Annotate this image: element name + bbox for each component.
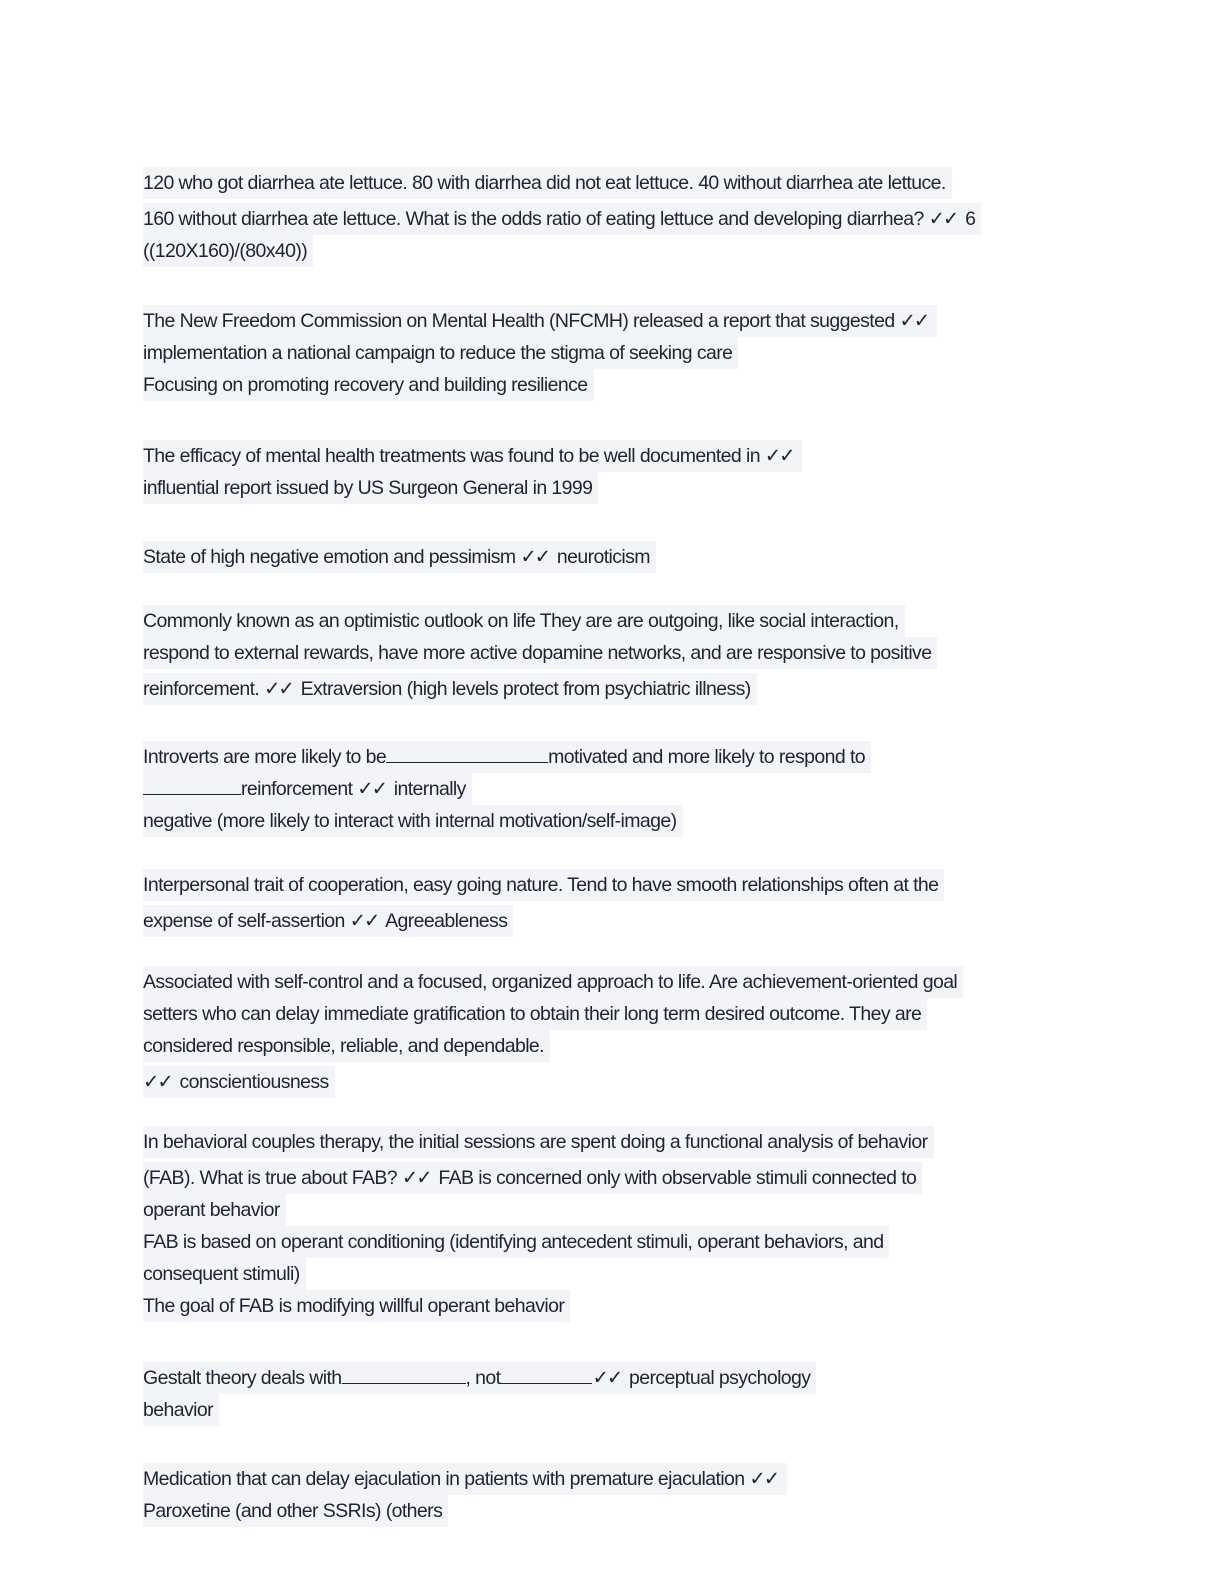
answer-text: The goal of FAB is modifying willful operant behavior (143, 1295, 565, 1317)
check-icon: ✓✓ (520, 545, 550, 568)
answer-text: 6 (965, 208, 976, 230)
answer-text: internally (393, 778, 466, 800)
question-text: Commonly known as an optimistic outlook on life They are are outgoing, like social interaction, (143, 610, 899, 632)
answer-text: Extraversion (high levels protect from psychiatric illness) (300, 678, 751, 700)
flashcard-7 (143, 869, 1073, 937)
answer-text: FAB is concerned only with observable stimuli connected to (438, 1167, 917, 1189)
answer-line (143, 1066, 335, 1098)
question-line (143, 637, 937, 669)
question-text: reinforcement (241, 778, 353, 800)
answer-text: FAB is based on operant conditioning (identifying antecedent stimuli, operant behaviors, and (143, 1231, 884, 1253)
answer-text: perceptual psychology (629, 1367, 811, 1389)
question-line (143, 966, 963, 998)
check-icon: ✓✓ (143, 1070, 172, 1093)
flashcard-5 (143, 605, 1073, 705)
answer-text: conscientiousness (179, 1071, 329, 1093)
flashcard-2 (143, 305, 1073, 401)
flashcard-8 (143, 966, 1073, 1098)
question-line (143, 773, 472, 805)
answer-line (143, 1258, 306, 1290)
question-text: setters who can delay immediate gratification to obtain their long term desired outcome. They are (143, 1003, 922, 1025)
answer-line (143, 1495, 448, 1527)
question-line (143, 203, 981, 235)
answer-line (143, 472, 598, 504)
question-line (143, 1162, 922, 1194)
check-icon: ✓✓ (264, 677, 293, 700)
answer-text: Paroxetine (and other SSRIs) (others (143, 1500, 443, 1522)
check-icon: ✓✓ (899, 309, 929, 332)
question-text: reinforcement. (143, 678, 260, 700)
flashcard-4 (143, 541, 1073, 573)
answer-line (143, 1394, 219, 1426)
question-text: motivated and more likely to respond to (548, 746, 866, 768)
question-text: The New Freedom Commission on Mental Health (NFCMH) released a report that suggested (143, 310, 895, 332)
question-line (143, 167, 952, 199)
answer-text: Focusing on promoting recovery and building resilience (143, 374, 588, 396)
question-text: 120 who got diarrhea ate lettuce. 80 with diarrhea did not eat lettuce. 40 without diarrhea ate lettuce. (143, 172, 946, 194)
answer-line (143, 1290, 570, 1322)
question-line (143, 998, 927, 1030)
question-line (143, 305, 937, 337)
answer-text: consequent stimuli) (143, 1263, 300, 1285)
question-text: State of high negative emotion and pessimism (143, 546, 516, 568)
flashcard-3 (143, 440, 1073, 504)
answer-text: negative (more likely to interact with internal motivation/self-image) (143, 810, 677, 832)
answer-text: operant behavior (143, 1199, 280, 1221)
answer-line (143, 805, 683, 837)
question-line (143, 673, 757, 705)
answer-text: implementation a national campaign to reduce the stigma of seeking care (143, 342, 733, 364)
answer-text: ((120X160)/(80x40)) (143, 240, 308, 262)
question-text: Medication that can delay ejaculation in patients with premature ejaculation (143, 1468, 745, 1490)
check-icon: ✓✓ (764, 444, 794, 467)
question-text: , not (465, 1367, 501, 1389)
question-text: considered responsible, reliable, and dependable. (143, 1035, 544, 1057)
answer-line (143, 1194, 286, 1226)
question-text: Gestalt theory deals with (143, 1367, 342, 1389)
question-line (143, 869, 944, 901)
check-icon: ✓✓ (928, 207, 958, 230)
answer-line (143, 369, 594, 401)
flashcard-6 (143, 741, 1073, 837)
question-text: Associated with self-control and a focused, organized approach to life. Are achievement-oriented goal (143, 971, 958, 993)
question-text: Interpersonal trait of cooperation, easy going nature. Tend to have smooth relationships often at the (143, 874, 939, 896)
question-text: expense of self-assertion (143, 910, 345, 932)
question-line (143, 541, 656, 573)
answer-line (143, 337, 738, 369)
fill-in-blank (386, 744, 548, 763)
fill-in-blank (500, 1365, 592, 1384)
question-line (143, 605, 905, 637)
question-line (143, 1362, 816, 1394)
check-icon: ✓✓ (357, 777, 386, 800)
answer-line (143, 235, 313, 267)
answer-text: neuroticism (556, 546, 650, 568)
question-text: Introverts are more likely to be (143, 746, 387, 768)
flashcard-10 (143, 1362, 1073, 1426)
answer-text: Agreeableness (385, 910, 508, 932)
question-line (143, 1030, 550, 1062)
flashcard-9 (143, 1126, 1073, 1322)
question-line (143, 1126, 934, 1158)
fill-in-blank (143, 776, 241, 795)
question-text: respond to external rewards, have more active dopamine networks, and are responsive to positive (143, 642, 932, 664)
flashcard-11 (143, 1463, 1073, 1527)
question-text: (FAB). What is true about FAB? (143, 1167, 398, 1189)
check-icon: ✓✓ (349, 909, 379, 932)
check-icon: ✓✓ (749, 1467, 779, 1490)
question-line (143, 905, 513, 937)
question-text: The efficacy of mental health treatments was found to be well documented in (143, 445, 760, 467)
question-text: 160 without diarrhea ate lettuce. What is the odds ratio of eating lettuce and developing diarrhea? (143, 208, 924, 230)
answer-text: behavior (143, 1399, 214, 1421)
question-line (143, 741, 871, 773)
question-text: In behavioral couples therapy, the initial sessions are spent doing a functional analysis of behavior (143, 1131, 928, 1153)
flashcard-1 (143, 167, 1073, 267)
check-icon: ✓✓ (592, 1366, 622, 1389)
question-line (143, 1463, 787, 1495)
answer-line (143, 1226, 889, 1258)
answer-text: influential report issued by US Surgeon General in 1999 (143, 477, 593, 499)
check-icon: ✓✓ (401, 1166, 431, 1189)
fill-in-blank (342, 1365, 466, 1384)
question-line (143, 440, 802, 472)
